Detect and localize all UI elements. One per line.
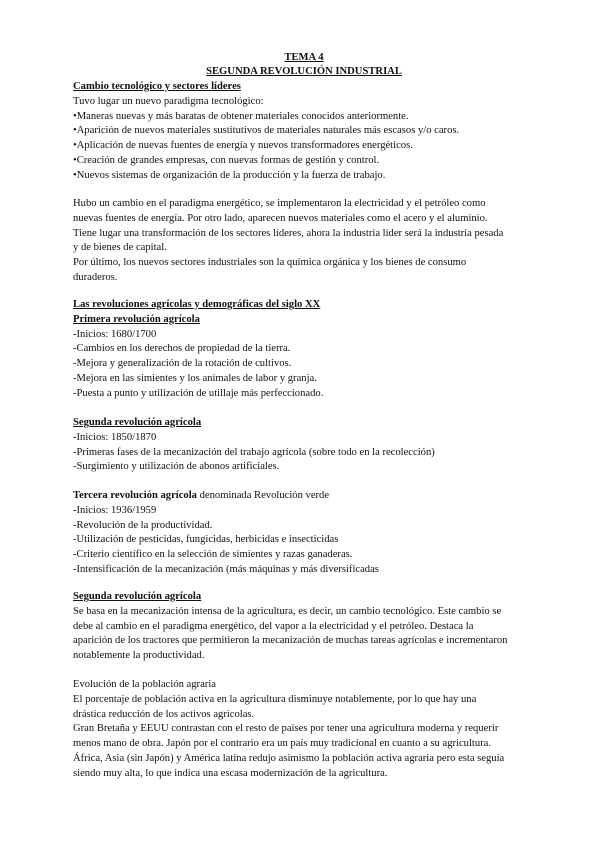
list-item: -Criterio científico en la selección de simientes y razas ganaderas. [73, 549, 353, 561]
list-item: -Puesta a punto y utilización de utillaje más perfeccionado. [73, 387, 324, 399]
section-second-agri-detail [73, 590, 535, 664]
doc-title: TEMA 4 [284, 52, 324, 63]
paragraph-line: notablemente la productividad. [73, 650, 205, 662]
intro-line: Tuvo lugar un nuevo paradigma tecnológico: [73, 95, 264, 107]
paragraph-line: El porcentaje de población activa en la agricultura disminuye notablemente, por lo que hay una [73, 693, 477, 705]
subsection-heading-line [73, 489, 535, 504]
list-item: -Utilización de pesticidas, fungicidas, herbicidas e insecticidas [73, 534, 339, 546]
paragraph-line: nuevas fuentes de energía. Por otro lado, aparecen nuevos materiales como el acero y el aluminio. [73, 212, 488, 224]
list-item: -Mejora y generalización de la rotación de cultivos. [73, 358, 292, 370]
paragraph-line: aparición de los tractores que permitieron la mecanización de muchas tareas agrícolas e incrementaron [73, 635, 508, 647]
section-heading: Cambio tecnológico y sectores líderes [73, 81, 241, 92]
list-item: -Cambios en los derechos de propiedad de la tierra. [73, 343, 291, 355]
paragraph-line: Tiene lugar una transformación de los sectores líderes, ahora la industria líder será la industria pesada [73, 227, 504, 239]
list-item: -Inicios: 1850/1870 [73, 431, 157, 443]
list-item: -Inicios: 1936/1959 [73, 504, 157, 516]
paragraph-line: debe al cambio en el paradigma energético, del vapor a la electricidad y el petróleo. Destaca la [73, 620, 474, 632]
paragraph-line: Por último, los nuevos sectores industriales son la química orgánica y los bienes de consumo [73, 257, 467, 269]
list-item: -Primeras fases de la mecanización del trabajo agrícola (sobre todo en la recolección) [73, 446, 435, 458]
section-tech-change [73, 80, 535, 184]
subsection-second-agri [73, 416, 535, 475]
bullet-item: •Aparición de nuevos materiales sustitutivos de materiales naturales más escasos y/o caros. [73, 125, 460, 137]
list-item: -Surgimiento y utilización de abonos artificiales. [73, 461, 280, 473]
subsection-heading: Primera revolución agrícola [73, 313, 200, 325]
list-item: -Intensificación de la mecanización (más máquinas y más diversificadas [73, 563, 379, 575]
subsection-heading: Evolución de la población agraria [73, 679, 216, 690]
list-item: -Mejora en las simientes y los animales de labor y granja. [73, 372, 317, 384]
bullet-item: •Aplicación de nuevas fuentes de energía y nuevos transformadores energéticos. [73, 140, 413, 152]
doc-subtitle: SEGUNDA REVOLUCIÓN INDUSTRIAL [206, 66, 402, 77]
section-heading: Segunda revolución agrícola [73, 591, 202, 602]
paragraph-line: África, Asia (sin Japón) y América latina redujo asimismo la población activa agraria pero esta seguía [73, 752, 505, 764]
subsection-heading: Segunda revolución agrícola [73, 417, 202, 428]
subsection-heading: Tercera revolución agrícola [73, 490, 197, 501]
list-item: -Inicios: 1680/1700 [73, 328, 157, 340]
subsection-heading-rest: denominada Revolución verde [196, 490, 330, 501]
paragraph-energy [73, 197, 535, 286]
paragraph-line: menos mano de obra. Japón por el contrario era un país muy tradicional en cuanto a su agricultura. [73, 738, 492, 750]
section-agrarian-population [73, 678, 535, 782]
paragraph-line: siendo muy alta, lo que indica una escasa modernización de la agricultura. [73, 767, 388, 779]
bullet-item: •Maneras nuevas y más baratas de obtener materiales conocidos anteriormente. [73, 110, 409, 122]
bullet-item: •Creación de grandes empresas, con nuevas formas de gestión y control. [73, 154, 380, 166]
paragraph-line: Gran Bretaña y EEUU contrastan con el resto de países por tener una agricultura moderna y requerir [73, 723, 499, 735]
paragraph-line: y de bienes de capital. [73, 242, 167, 254]
section-agri-revolutions [73, 298, 535, 402]
bullet-item: •Nuevos sistemas de organización de la producción y la fuerza de trabajo. [73, 169, 386, 181]
paragraph-line: duraderos. [73, 271, 118, 283]
section-heading: Las revoluciones agrícolas y demográficas del siglo XX [73, 299, 321, 310]
paragraph-line: Hubo un cambio en el paradigma energético, se implementaron la electricidad y el petróleo como [73, 198, 486, 209]
paragraph-line: drástica reducción de los activos agrícolas. [73, 708, 255, 720]
paragraph-line: Se basa en la mecanización intensa de la agricultura, es decir, un cambio tecnológico. Este cambio se [73, 605, 502, 617]
list-item: -Revolución de la productividad. [73, 519, 213, 531]
subsection-third-agri [73, 489, 535, 578]
